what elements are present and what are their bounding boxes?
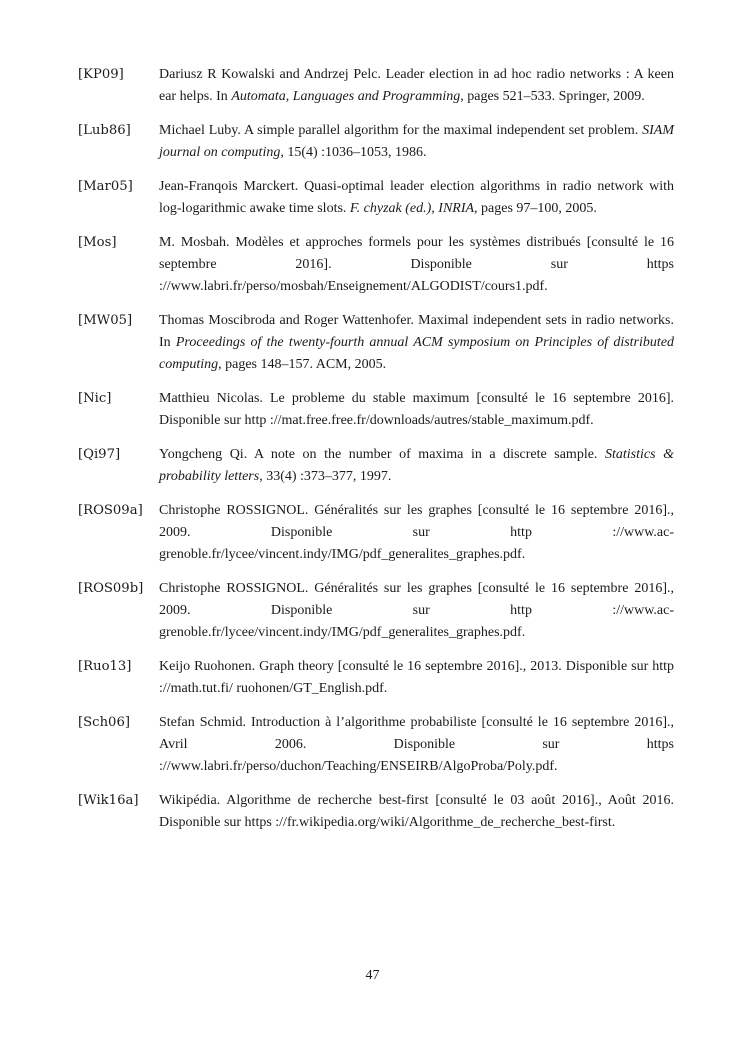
reference-text: Christophe ROSSIGNOL. Généralités sur les graphes [consulté le 16 septembre 2016]., 2009. Disponible sur http ://www.ac-grenoble.fr/lycee/vincent.indy/IMG/pdf_generalites_graphes.pdf. xyxy=(159,503,674,562)
reference-key: [Mos] xyxy=(78,235,117,251)
reference-key: [Ruo13] xyxy=(78,659,132,675)
reference-entry xyxy=(78,578,674,643)
reference-text: Matthieu Nicolas. Le probleme du stable maximum [consulté le 16 septembre 2016]. Disponible sur http ://mat.free.free.fr/downloads/autres/stable_maximum.pdf. xyxy=(159,391,674,428)
reference-text: Yongcheng Qi. A note on the number of maxima in a discrete sample. Statistics & probability letters, 33(4) :373–377, 1997. xyxy=(159,447,674,484)
reference-entry xyxy=(78,712,674,777)
reference-text: Stefan Schmid. Introduction à l’algorithme probabiliste [consulté le 16 septembre 2016]., Avril 2006. Disponible sur https ://www.labri.fr/perso/duchon/Teaching/ENSEIRB/AlgoProba/Poly.pdf. xyxy=(159,715,674,774)
reference-text: Jean-Franqois Marckert. Quasi-optimal leader election algorithms in radio network with log-logarithmic awake time slots. F. chyzak (ed.), INRIA, pages 97–100, 2005. xyxy=(159,179,674,216)
reference-entry xyxy=(78,656,674,700)
reference-key: [Sch06] xyxy=(78,715,130,731)
reference-key: [ROS09a] xyxy=(78,503,143,519)
reference-text: M. Mosbah. Modèles et approches formels pour les systèmes distribués [consulté le 16 septembre 2016]. Disponible sur https ://www.labri.fr/perso/mosbah/Enseignement/ALGODIST/cours1.pdf. xyxy=(159,235,674,294)
reference-key: [ROS09b] xyxy=(78,581,144,597)
reference-entry xyxy=(78,790,674,834)
reference-key: [KP09] xyxy=(78,67,124,82)
reference-entry xyxy=(78,176,674,220)
reference-entry xyxy=(78,120,674,164)
reference-key: [Mar05] xyxy=(78,179,133,195)
reference-entry xyxy=(78,232,674,297)
reference-text: Keijo Ruohonen. Graph theory [consulté le 16 septembre 2016]., 2013. Disponible sur http ://math.tut.fi/ ruohonen/GT_English.pdf. xyxy=(159,659,674,696)
reference-key: [Qi97] xyxy=(78,447,121,463)
reference-text: Dariusz R Kowalski and Andrzej Pelc. Leader election in ad hoc radio networks : A keen ear helps. In Automata, Languages and Programming, pages 521–533. Springer, 2009. xyxy=(159,67,674,104)
reference-key: [Lub86] xyxy=(78,123,131,139)
bibliography xyxy=(78,64,674,846)
page-number: 47 xyxy=(365,968,380,983)
reference-entry xyxy=(78,388,674,432)
reference-entry xyxy=(78,310,674,375)
reference-key: [Nic] xyxy=(78,391,112,407)
reference-key: [Wik16a] xyxy=(78,793,139,809)
reference-text: Wikipédia. Algorithme de recherche best-first [consulté le 03 août 2016]., Août 2016. Disponible sur https ://fr.wikipedia.org/wiki/Algorithme_de_recherche_best-first. xyxy=(159,793,674,830)
reference-key: [MW05] xyxy=(78,313,133,329)
reference-text: Christophe ROSSIGNOL. Généralités sur les graphes [consulté le 16 septembre 2016]., 2009. Disponible sur http ://www.ac-grenoble.fr/lycee/vincent.indy/IMG/pdf_generalites_graphes.pdf. xyxy=(159,581,674,640)
reference-entry xyxy=(78,500,674,565)
reference-text: Thomas Moscibroda and Roger Wattenhofer. Maximal independent sets in radio networks. In Proceedings of the twenty-fourth annual ACM symposium on Principles of distributed computing, pages 148–157. ACM, 2005. xyxy=(159,313,674,372)
reference-entry xyxy=(78,64,674,108)
reference-entry xyxy=(78,444,674,488)
reference-text: Michael Luby. A simple parallel algorithm for the maximal independent set problem. SIAM journal on computing, 15(4) :1036–1053, 1986. xyxy=(159,123,674,160)
